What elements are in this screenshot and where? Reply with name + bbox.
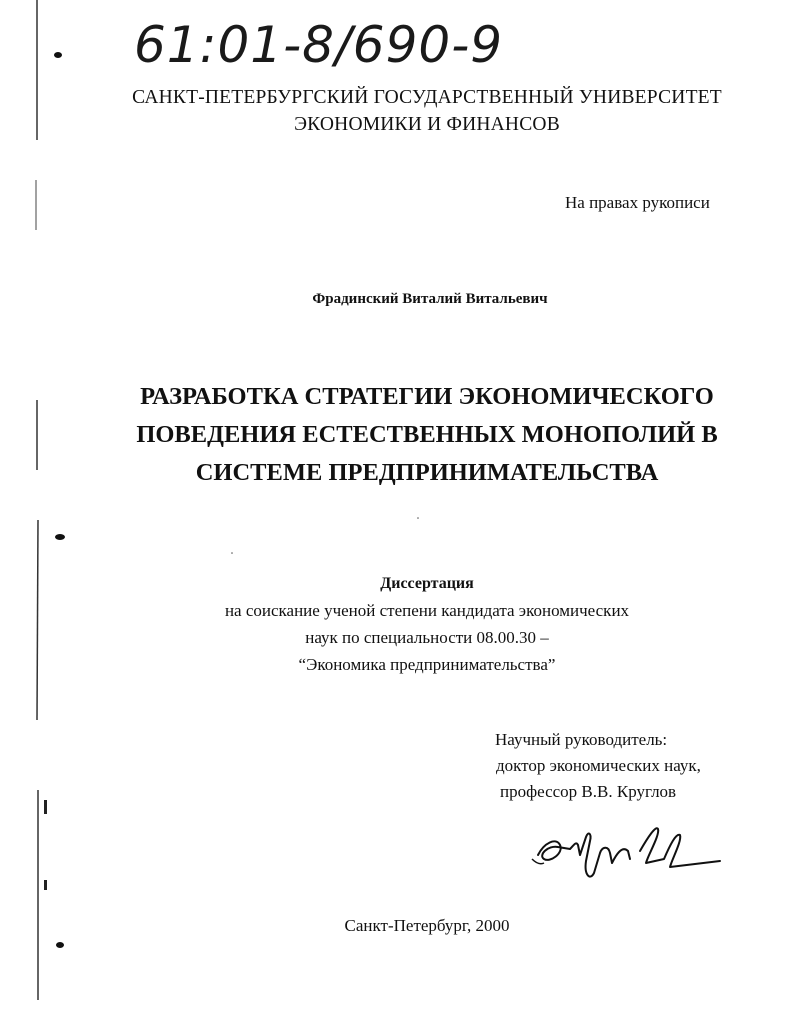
dissertation-heading: Диссертация [380, 575, 474, 592]
university-name-line1: САНКТ-ПЕТЕРБУРГСКИЙ ГОСУДАРСТВЕННЫЙ УНИВЕРСИТЕТ [132, 87, 722, 108]
author-name: Фрадинский Виталий Витальевич [312, 291, 548, 307]
handwritten-catalog-number [128, 6, 508, 76]
dissertation-line2: наук по специальности 08.00.30 – [305, 628, 549, 647]
supervisor-degree: доктор экономических наук, [496, 756, 701, 775]
supervisor-name: профессор В.В. Круглов [500, 782, 677, 801]
city-year: Санкт-Петербург, 2000 [344, 916, 510, 935]
manuscript-rights: На правах рукописи [565, 193, 710, 212]
title-line3: СИСТЕМЕ ПРЕДПРИНИМАТЕЛЬСТВА [195, 459, 659, 486]
title-line1: РАЗРАБОТКА СТРАТЕГИИ ЭКОНОМИЧЕСКОГО [140, 383, 714, 410]
handwritten-signature-icon [530, 815, 730, 887]
dissertation-line3: “Экономика предпринимательства” [298, 655, 556, 674]
university-name-line2: ЭКОНОМИКИ И ФИНАНСОВ [294, 114, 560, 135]
supervisor-label: Научный руководитель: [495, 730, 668, 749]
dissertation-line1: на соискание ученой степени кандидата экономических [224, 601, 630, 620]
title-line2: ПОВЕДЕНИЯ ЕСТЕСТВЕННЫХ МОНОПОЛИЙ В [136, 421, 718, 448]
catalog-number-text: 61:01-8/690-9 [134, 16, 504, 74]
dissertation-title [120, 378, 734, 492]
